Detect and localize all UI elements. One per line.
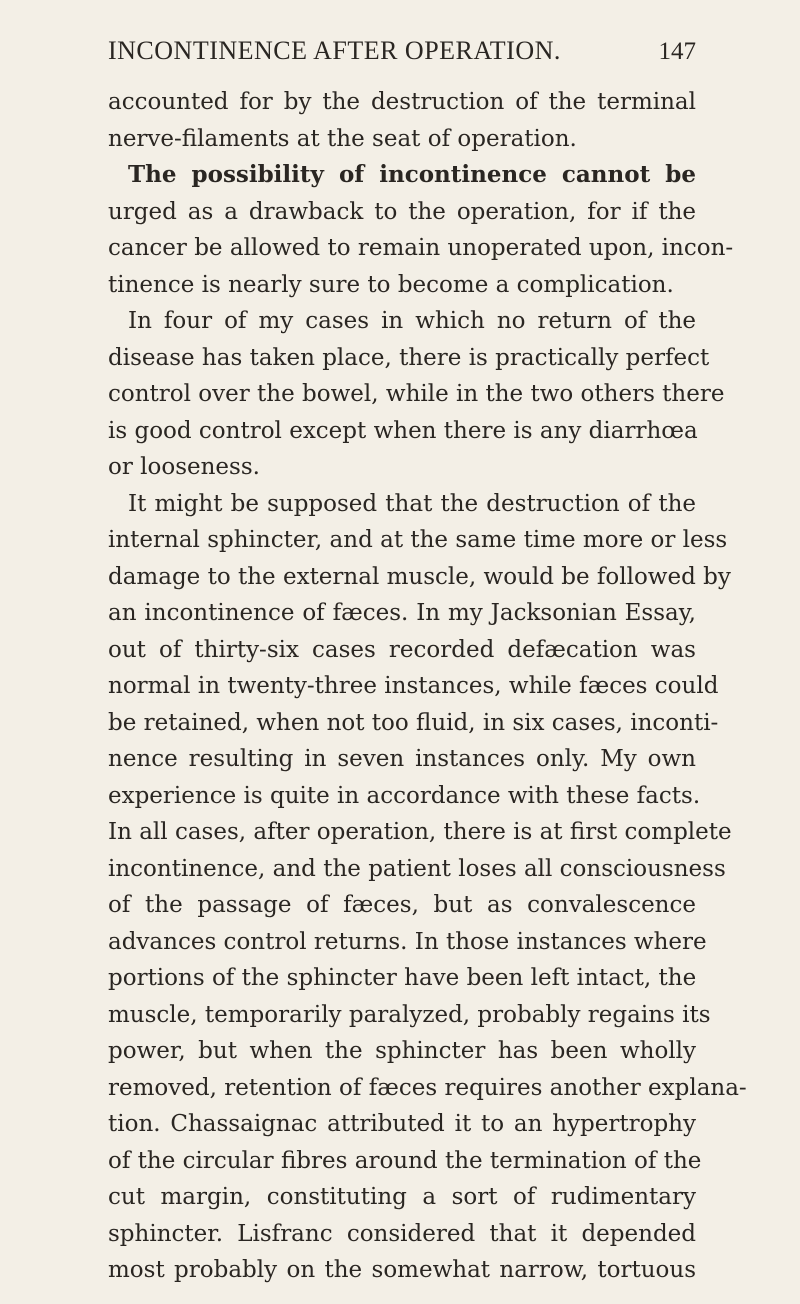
text-line: of the circular fibres around the termination of the: [108, 1147, 702, 1174]
text-line: normal in twenty-three instances, while fæces could: [108, 673, 719, 699]
text-line: In four of my cases in which no return of the: [128, 308, 696, 334]
text-line: experience is quite in accordance with these facts.: [108, 782, 701, 809]
text-line: incontinence, and the patient loses all consciousness: [108, 855, 726, 882]
text-line: be retained, when not too fluid, in six cases, inconti-: [108, 709, 719, 736]
text-line: urged as a drawback to the operation, for if the: [108, 198, 696, 225]
text-line: control over the bowel, while in the two others there: [108, 381, 725, 407]
running-title: INCONTINENCE AFTER OPERATION.: [108, 36, 561, 65]
text-line: portions of the sphincter have been left intact, the: [108, 965, 697, 991]
text-line: tinence is nearly sure to become a complication.: [108, 271, 674, 298]
text-line: internal sphincter, and at the same time more or less: [108, 527, 728, 553]
text-line: power, but when the sphincter has been wholly: [108, 1038, 696, 1064]
text-line: cancer be allowed to remain unoperated upon, incon-: [108, 235, 734, 261]
text-line: most probably on the somewhat narrow, tortuous: [108, 1257, 696, 1283]
text-line: is good control except when there is any diarrhœa: [108, 417, 698, 444]
text-line: cut margin, constituting a sort of rudimentary: [108, 1184, 696, 1210]
text-line: accounted for by the destruction of the terminal: [108, 89, 696, 115]
text-line: In all cases, after operation, there is at first complete: [108, 819, 732, 845]
text-line: of the passage of fæces, but as convalescence: [108, 892, 696, 918]
text-line: The possibility of incontinence cannot be: [128, 161, 696, 188]
text-line: out of thirty-six cases recorded defæcation was: [108, 636, 696, 663]
text-line: or looseness.: [108, 454, 260, 480]
text-line: disease has taken place, there is practically perfect: [108, 344, 710, 371]
page-number: 147: [658, 38, 696, 65]
text-line: an incontinence of fæces. In my Jacksonian Essay,: [108, 600, 696, 626]
text-line: tion. Chassaignac attributed it to an hypertrophy: [108, 1111, 696, 1137]
text-line: sphincter. Lisfranc considered that it depended: [108, 1220, 696, 1247]
running-head: [108, 36, 696, 76]
text-line: muscle, temporarily paralyzed, probably regains its: [108, 1001, 711, 1028]
text-line: advances control returns. In those instances where: [108, 928, 707, 955]
body-text: [108, 84, 747, 1289]
text-line: damage to the external muscle, would be followed by: [108, 563, 731, 590]
text-line: It might be supposed that the destruction of the: [128, 490, 696, 517]
text-line: nence resulting in seven instances only. My own: [108, 746, 696, 772]
text-line: removed, retention of fæces requires another explana-: [108, 1074, 747, 1101]
text-line: nerve-filaments at the seat of operation.: [108, 125, 577, 152]
